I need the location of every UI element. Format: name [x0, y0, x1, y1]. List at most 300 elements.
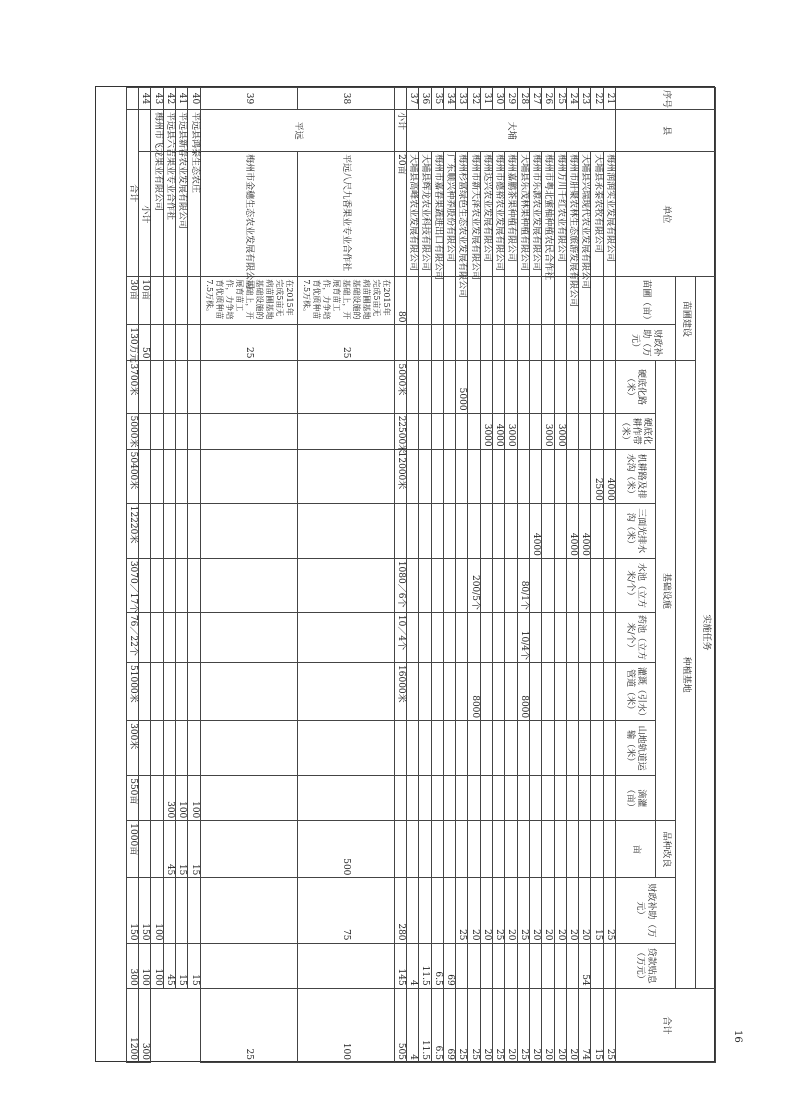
- cell-c6: [406, 503, 418, 558]
- cell-c12: [431, 821, 443, 878]
- row39-unit: 梅州市金穗生态农业发展有限公司: [200, 152, 297, 277]
- cell-c7: [529, 558, 541, 612]
- cell-empty: [188, 277, 200, 325]
- cell-c9: [603, 663, 615, 721]
- cell-c14: [529, 943, 541, 988]
- header-tasks: 实施任务: [696, 277, 716, 988]
- subtotal-label: 小计: [394, 110, 406, 152]
- grand-total-drip: 550亩: [126, 776, 138, 821]
- cell-seq: 31: [480, 88, 492, 110]
- cell-c1: [419, 277, 431, 325]
- cell-c3: [579, 361, 591, 413]
- cell-unit: 平远县鸿泰生态农庄: [188, 110, 200, 152]
- cell-c2: [591, 325, 603, 361]
- cell-c11: [443, 776, 455, 821]
- table-frame: [95, 86, 715, 1062]
- county-pingyuan: 平远: [200, 110, 394, 152]
- cell-c8: [419, 612, 431, 662]
- header-nursery-subsidy: 财政补助（万元）: [616, 325, 676, 361]
- cell-c2: [542, 325, 554, 361]
- cell-c15: 11.5: [419, 988, 431, 1062]
- cell-c1: [517, 277, 529, 325]
- cell-empty: [176, 361, 188, 413]
- cell-c15: 6.5: [431, 988, 443, 1062]
- table-row: [431, 88, 443, 1063]
- cell-c2: [517, 325, 529, 361]
- cell-c4: [579, 413, 591, 449]
- cell-c3: [542, 361, 554, 413]
- header-seq: 序号: [616, 88, 716, 110]
- table-row: [566, 88, 578, 1063]
- cell-c2: [468, 325, 480, 361]
- row38-subsidy: 25: [297, 325, 394, 361]
- table-row: [456, 88, 468, 1063]
- cell-empty: [176, 503, 188, 558]
- cell-c8: [542, 612, 554, 662]
- cell-c14: 54: [579, 943, 591, 988]
- cell-c14: 69: [443, 943, 455, 988]
- cell-c10: [419, 721, 431, 776]
- cell-unit: 梅州市乐源农业发展有限公司: [529, 152, 541, 277]
- table-row: [468, 88, 480, 1063]
- cell-c12: [603, 821, 615, 878]
- cell-empty: [176, 612, 188, 662]
- cell-c8: 10/4个: [517, 612, 529, 662]
- cell-c6: [431, 503, 443, 558]
- cell-c14: [505, 943, 517, 988]
- cell-c7: 200/5个: [468, 558, 480, 612]
- cell-c4: [591, 413, 603, 449]
- cell-c15: 25: [603, 988, 615, 1062]
- cell-c11: [542, 776, 554, 821]
- header-nursery-area: 苗圃（亩）: [616, 277, 676, 325]
- cell-unit: 梅州市肝聚农林生态旅游发展有限公司: [566, 152, 578, 277]
- cell-c3: [517, 361, 529, 413]
- cell-c10: [542, 721, 554, 776]
- subtotal-dabu: [394, 88, 406, 1063]
- cell-seq: 32: [468, 88, 480, 110]
- pingyuan-simple-rows: [151, 88, 200, 1063]
- cell-c3: [493, 361, 505, 413]
- header-rail: 山地轨道运输（米）: [616, 721, 656, 776]
- header-nursery: 苗圃建设: [676, 277, 696, 361]
- cell-c2: [566, 325, 578, 361]
- cell-empty: [163, 449, 175, 503]
- cell-c5: [579, 449, 591, 503]
- cell-c11: [566, 776, 578, 821]
- cell-c1: [529, 277, 541, 325]
- cell-c13: 20: [579, 878, 591, 943]
- cell-empty: [188, 663, 200, 721]
- cell-empty: [163, 503, 175, 558]
- cell-variety: 300: [163, 776, 175, 821]
- subtotal-hard-strip: 5000米: [394, 361, 406, 413]
- row38-total: 100: [297, 988, 394, 1062]
- cell-c14: 6.5: [431, 943, 443, 988]
- cell-c15: 25: [517, 988, 529, 1062]
- cell-unit: 广东顺兴种养股份有限公司: [443, 152, 455, 277]
- grand-total-total: 1200: [126, 988, 138, 1062]
- cell-empty: [176, 277, 188, 325]
- cell-c4: [517, 413, 529, 449]
- table-row: [529, 88, 541, 1063]
- cell-c12: [493, 821, 505, 878]
- cell-empty: [151, 277, 163, 325]
- row39-subsidy: 25: [200, 325, 297, 361]
- cell-c5: [431, 449, 443, 503]
- cell-c12: [443, 821, 455, 878]
- cell-c11: [591, 776, 603, 821]
- cell-variety: 100: [176, 776, 188, 821]
- cell-loan: 100: [151, 878, 163, 943]
- cell-c13: 20: [542, 878, 554, 943]
- table-row: [163, 88, 175, 1063]
- cell-c10: [468, 721, 480, 776]
- cell-c4: 3000: [542, 413, 554, 449]
- cell-c7: [591, 558, 603, 612]
- cell-seq: 21: [603, 88, 615, 110]
- cell-c13: 20: [505, 878, 517, 943]
- table-row: [419, 88, 431, 1063]
- cell-c1: [406, 277, 418, 325]
- cell-c9: [542, 663, 554, 721]
- cell-c10: [505, 721, 517, 776]
- cell-empty: [151, 449, 163, 503]
- cell-c15: 20: [554, 988, 566, 1062]
- cell-c3: [505, 361, 517, 413]
- cell-c13: 20: [566, 878, 578, 943]
- cell-c12: [566, 821, 578, 878]
- cell-c4: [468, 413, 480, 449]
- cell-c7: [554, 558, 566, 612]
- cell-c14: [468, 943, 480, 988]
- cell-c14: 11.5: [419, 943, 431, 988]
- cell-c8: [554, 612, 566, 662]
- subtotal-water-pool: 1080／6个: [394, 558, 406, 612]
- cell-unit: 梅州万川千红农业有限公司: [554, 152, 566, 277]
- cell-c6: 4000: [529, 503, 541, 558]
- cell-empty: [151, 413, 163, 449]
- cell-empty: [188, 449, 200, 503]
- cell-empty: [188, 413, 200, 449]
- cell-c8: [456, 612, 468, 662]
- header-three-side-ditch: 三面光排水沟（米）: [616, 503, 656, 558]
- cell-c12: [591, 821, 603, 878]
- cell-empty: [151, 663, 163, 721]
- cell-unit: 梅州市新天泽农业发展有限公司: [468, 152, 480, 277]
- cell-unit: 梅州市飞龙果业有限公司: [151, 110, 163, 152]
- subtotal-total: 505: [394, 988, 406, 1062]
- cell-empty: [176, 413, 188, 449]
- cell-c6: [505, 503, 517, 558]
- subsidy-table: [126, 87, 716, 1063]
- cell-c3: [406, 361, 418, 413]
- cell-c15: 69: [443, 988, 455, 1062]
- cell-base-subsidy: 15: [176, 821, 188, 878]
- cell-unit: 梅州嘉鹏茶果种植有限公司: [505, 152, 517, 277]
- cell-c9: [406, 663, 418, 721]
- cell-c2: [603, 325, 615, 361]
- table-row: [480, 88, 492, 1063]
- grand-total-loan: 300: [126, 943, 138, 988]
- cell-c11: [579, 776, 591, 821]
- cell-c9: [456, 663, 468, 721]
- cell-c14: [566, 943, 578, 988]
- cell-empty: [188, 325, 200, 361]
- row44-subsidy: 50: [139, 325, 151, 361]
- cell-c6: [480, 503, 492, 558]
- cell-c10: [566, 721, 578, 776]
- grand-total-rail: 300米: [126, 721, 138, 776]
- cell-empty: [151, 612, 163, 662]
- cell-base-subsidy: 15: [188, 821, 200, 878]
- cell-seq: 41: [176, 88, 188, 110]
- cell-c2: [505, 325, 517, 361]
- cell-c15: 25: [493, 988, 505, 1062]
- cell-empty: [176, 325, 188, 361]
- cell-empty: [176, 721, 188, 776]
- row44-label: 小计: [139, 152, 151, 277]
- subtotal-base-subsidy: 280: [394, 878, 406, 943]
- cell-c8: [493, 612, 505, 662]
- cell-c5: [517, 449, 529, 503]
- header-infrastructure: 基础设施: [656, 361, 676, 821]
- grand-total-nursery: 30亩: [126, 277, 138, 325]
- header-variety: 品种改良: [656, 821, 676, 878]
- cell-c11: [554, 776, 566, 821]
- cell-c14: [554, 943, 566, 988]
- cell-total: 45: [163, 943, 175, 988]
- cell-c10: [591, 721, 603, 776]
- cell-c6: [443, 503, 455, 558]
- cell-c9: [431, 663, 443, 721]
- table-row: [554, 88, 566, 1063]
- cell-c11: [505, 776, 517, 821]
- subtotal-loan: 145: [394, 943, 406, 988]
- grand-total-variety: 1000亩: [126, 821, 138, 878]
- grand-total-ditch: 12220米: [126, 503, 138, 558]
- row39-note: 在2015年完成5亩无病苗圃基地基础设施的基础上，开展育苗工作，力争培育优质种苗7.5万株。: [200, 277, 297, 325]
- cell-c8: [579, 612, 591, 662]
- cell-c12: [579, 821, 591, 878]
- cell-c1: [603, 277, 615, 325]
- cell-seq: 36: [419, 88, 431, 110]
- cell-c10: [431, 721, 443, 776]
- cell-seq: 43: [151, 88, 163, 110]
- row44-loan: 100: [139, 943, 151, 988]
- cell-empty: [163, 361, 175, 413]
- cell-c8: [529, 612, 541, 662]
- cell-seq: 28: [517, 88, 529, 110]
- header-county: 县: [616, 110, 716, 152]
- cell-c12: [456, 821, 468, 878]
- cell-empty: [151, 721, 163, 776]
- row39-total: 25: [200, 988, 297, 1062]
- header-drip: 滴灌（亩）: [616, 776, 656, 821]
- cell-c1: [542, 277, 554, 325]
- cell-empty: [151, 558, 163, 612]
- cell-seq: 29: [505, 88, 517, 110]
- cell-base-subsidy: 45: [163, 821, 175, 878]
- cell-c5: [443, 449, 455, 503]
- row38-note: 在2015年完成5亩无病苗圃基地基础设施的基础上，开展育苗工作，力争培育优质种苗7.5万株。: [297, 277, 394, 325]
- row44-nursery: 10亩: [139, 277, 151, 325]
- cell-empty: [151, 325, 163, 361]
- header-machine-road: 机耕路及排水沟（米）: [616, 449, 656, 503]
- cell-c9: 8000: [468, 663, 480, 721]
- cell-c13: 25: [603, 878, 615, 943]
- header-water-pool: 水池（立方米/个）: [616, 558, 656, 612]
- cell-c15: 20: [480, 988, 492, 1062]
- cell-c5: 4000: [603, 449, 615, 503]
- grand-total-subsidy: 130万元: [126, 325, 138, 361]
- cell-empty: [163, 413, 175, 449]
- cell-empty: [176, 663, 188, 721]
- cell-c2: [431, 325, 443, 361]
- cell-c3: 5000: [456, 361, 468, 413]
- grand-total-hard-strip: 5000米: [126, 413, 138, 449]
- cell-c8: [591, 612, 603, 662]
- header-hard-strip: 硬底化耕作带（米）: [616, 413, 656, 449]
- cell-c1: [591, 277, 603, 325]
- cell-c7: [419, 558, 431, 612]
- cell-c8: [566, 612, 578, 662]
- cell-seq: 26: [542, 88, 554, 110]
- cell-c8: [443, 612, 455, 662]
- cell-c7: [443, 558, 455, 612]
- cell-c14: 4: [406, 943, 418, 988]
- cell-empty: [163, 325, 175, 361]
- cell-c15: 20: [566, 988, 578, 1062]
- table-row: [591, 88, 603, 1063]
- cell-c14: [542, 943, 554, 988]
- cell-c5: [419, 449, 431, 503]
- subtotal-nursery: 20亩: [394, 152, 406, 277]
- cell-c9: [419, 663, 431, 721]
- cell-c5: [493, 449, 505, 503]
- cell-c5: 2500: [591, 449, 603, 503]
- cell-empty: [163, 277, 175, 325]
- cell-unit: 梅州润润实业发展有限公司: [603, 152, 615, 277]
- cell-c2: [456, 325, 468, 361]
- cell-c8: [468, 612, 480, 662]
- cell-c13: [419, 878, 431, 943]
- cell-c4: 3000: [480, 413, 492, 449]
- grand-total-hard-road: 3700米: [126, 361, 138, 413]
- rotated-table-sheet: [96, 87, 716, 1063]
- cell-c2: [480, 325, 492, 361]
- cell-c12: [406, 821, 418, 878]
- subtotal-subsidy: 80: [394, 277, 406, 325]
- cell-c13: [431, 878, 443, 943]
- cell-c6: [517, 503, 529, 558]
- cell-c15: 74: [579, 988, 591, 1062]
- table-row: [443, 88, 455, 1063]
- cell-c9: [493, 663, 505, 721]
- cell-unit: 大埔县兴瑞现代农业发展有限公司: [579, 152, 591, 277]
- row38-variety: 500: [297, 821, 394, 878]
- table-row: [188, 88, 200, 1063]
- page-number: 16: [732, 1030, 743, 1043]
- cell-c5: [542, 449, 554, 503]
- cell-empty: [176, 449, 188, 503]
- cell-unit: 平远县新春农业发展有限公司: [176, 110, 188, 152]
- cell-c4: [443, 413, 455, 449]
- cell-empty: [188, 558, 200, 612]
- cell-c9: [579, 663, 591, 721]
- row44-total: 300: [139, 988, 151, 1062]
- table-row: [542, 88, 554, 1063]
- cell-c3: [603, 361, 615, 413]
- table-row: [579, 88, 591, 1063]
- cell-seq: 42: [163, 88, 175, 110]
- cell-base-subsidy: [151, 821, 163, 878]
- header-total: 合计: [616, 988, 716, 1062]
- cell-c6: [542, 503, 554, 558]
- table-row: [151, 88, 163, 1063]
- row38-base-subsidy: 75: [297, 878, 394, 943]
- cell-c11: [517, 776, 529, 821]
- cell-c13: 25: [493, 878, 505, 943]
- cell-c5: [406, 449, 418, 503]
- table-row: [406, 88, 418, 1063]
- cell-total: 15: [188, 943, 200, 988]
- cell-c15: 20: [529, 988, 541, 1062]
- cell-c10: [517, 721, 529, 776]
- cell-c5: [554, 449, 566, 503]
- table-row: [517, 88, 529, 1063]
- cell-c6: 4000: [579, 503, 591, 558]
- cell-c1: [480, 277, 492, 325]
- cell-seq: 34: [443, 88, 455, 110]
- header-mu: 亩: [616, 821, 656, 878]
- cell-c12: [554, 821, 566, 878]
- cell-c3: [591, 361, 603, 413]
- cell-c11: [480, 776, 492, 821]
- cell-c14: [456, 943, 468, 988]
- pingyuan-rows: [200, 88, 394, 1063]
- cell-seq: 33: [456, 88, 468, 110]
- cell-c5: [456, 449, 468, 503]
- cell-variety: [151, 776, 163, 821]
- cell-c10: [480, 721, 492, 776]
- cell-seq: 30: [493, 88, 505, 110]
- row44-seq: 44: [139, 88, 151, 110]
- cell-c8: [406, 612, 418, 662]
- cell-c9: [443, 663, 455, 721]
- grand-total-water-pool: 3070／17个: [126, 558, 138, 612]
- cell-c2: [419, 325, 431, 361]
- cell-c9: [480, 663, 492, 721]
- cell-empty: [151, 503, 163, 558]
- cell-empty: [188, 612, 200, 662]
- cell-c11: [493, 776, 505, 821]
- header-loan-interest: 贷款贴息（万元）: [616, 943, 676, 988]
- cell-unit: 大埔县高峰农业发展有限公司: [406, 152, 418, 277]
- cell-c13: 15: [591, 878, 603, 943]
- cell-c6: 4000: [566, 503, 578, 558]
- cell-c11: [456, 776, 468, 821]
- cell-c14: [493, 943, 505, 988]
- cell-unit: 大埔县辉龙农业科技有限公司: [419, 152, 431, 277]
- cell-c6: [554, 503, 566, 558]
- cell-c1: [493, 277, 505, 325]
- cell-seq: 23: [579, 88, 591, 110]
- cell-c6: [493, 503, 505, 558]
- cell-c7: [579, 558, 591, 612]
- cell-c7: [456, 558, 468, 612]
- cell-c4: 3000: [554, 413, 566, 449]
